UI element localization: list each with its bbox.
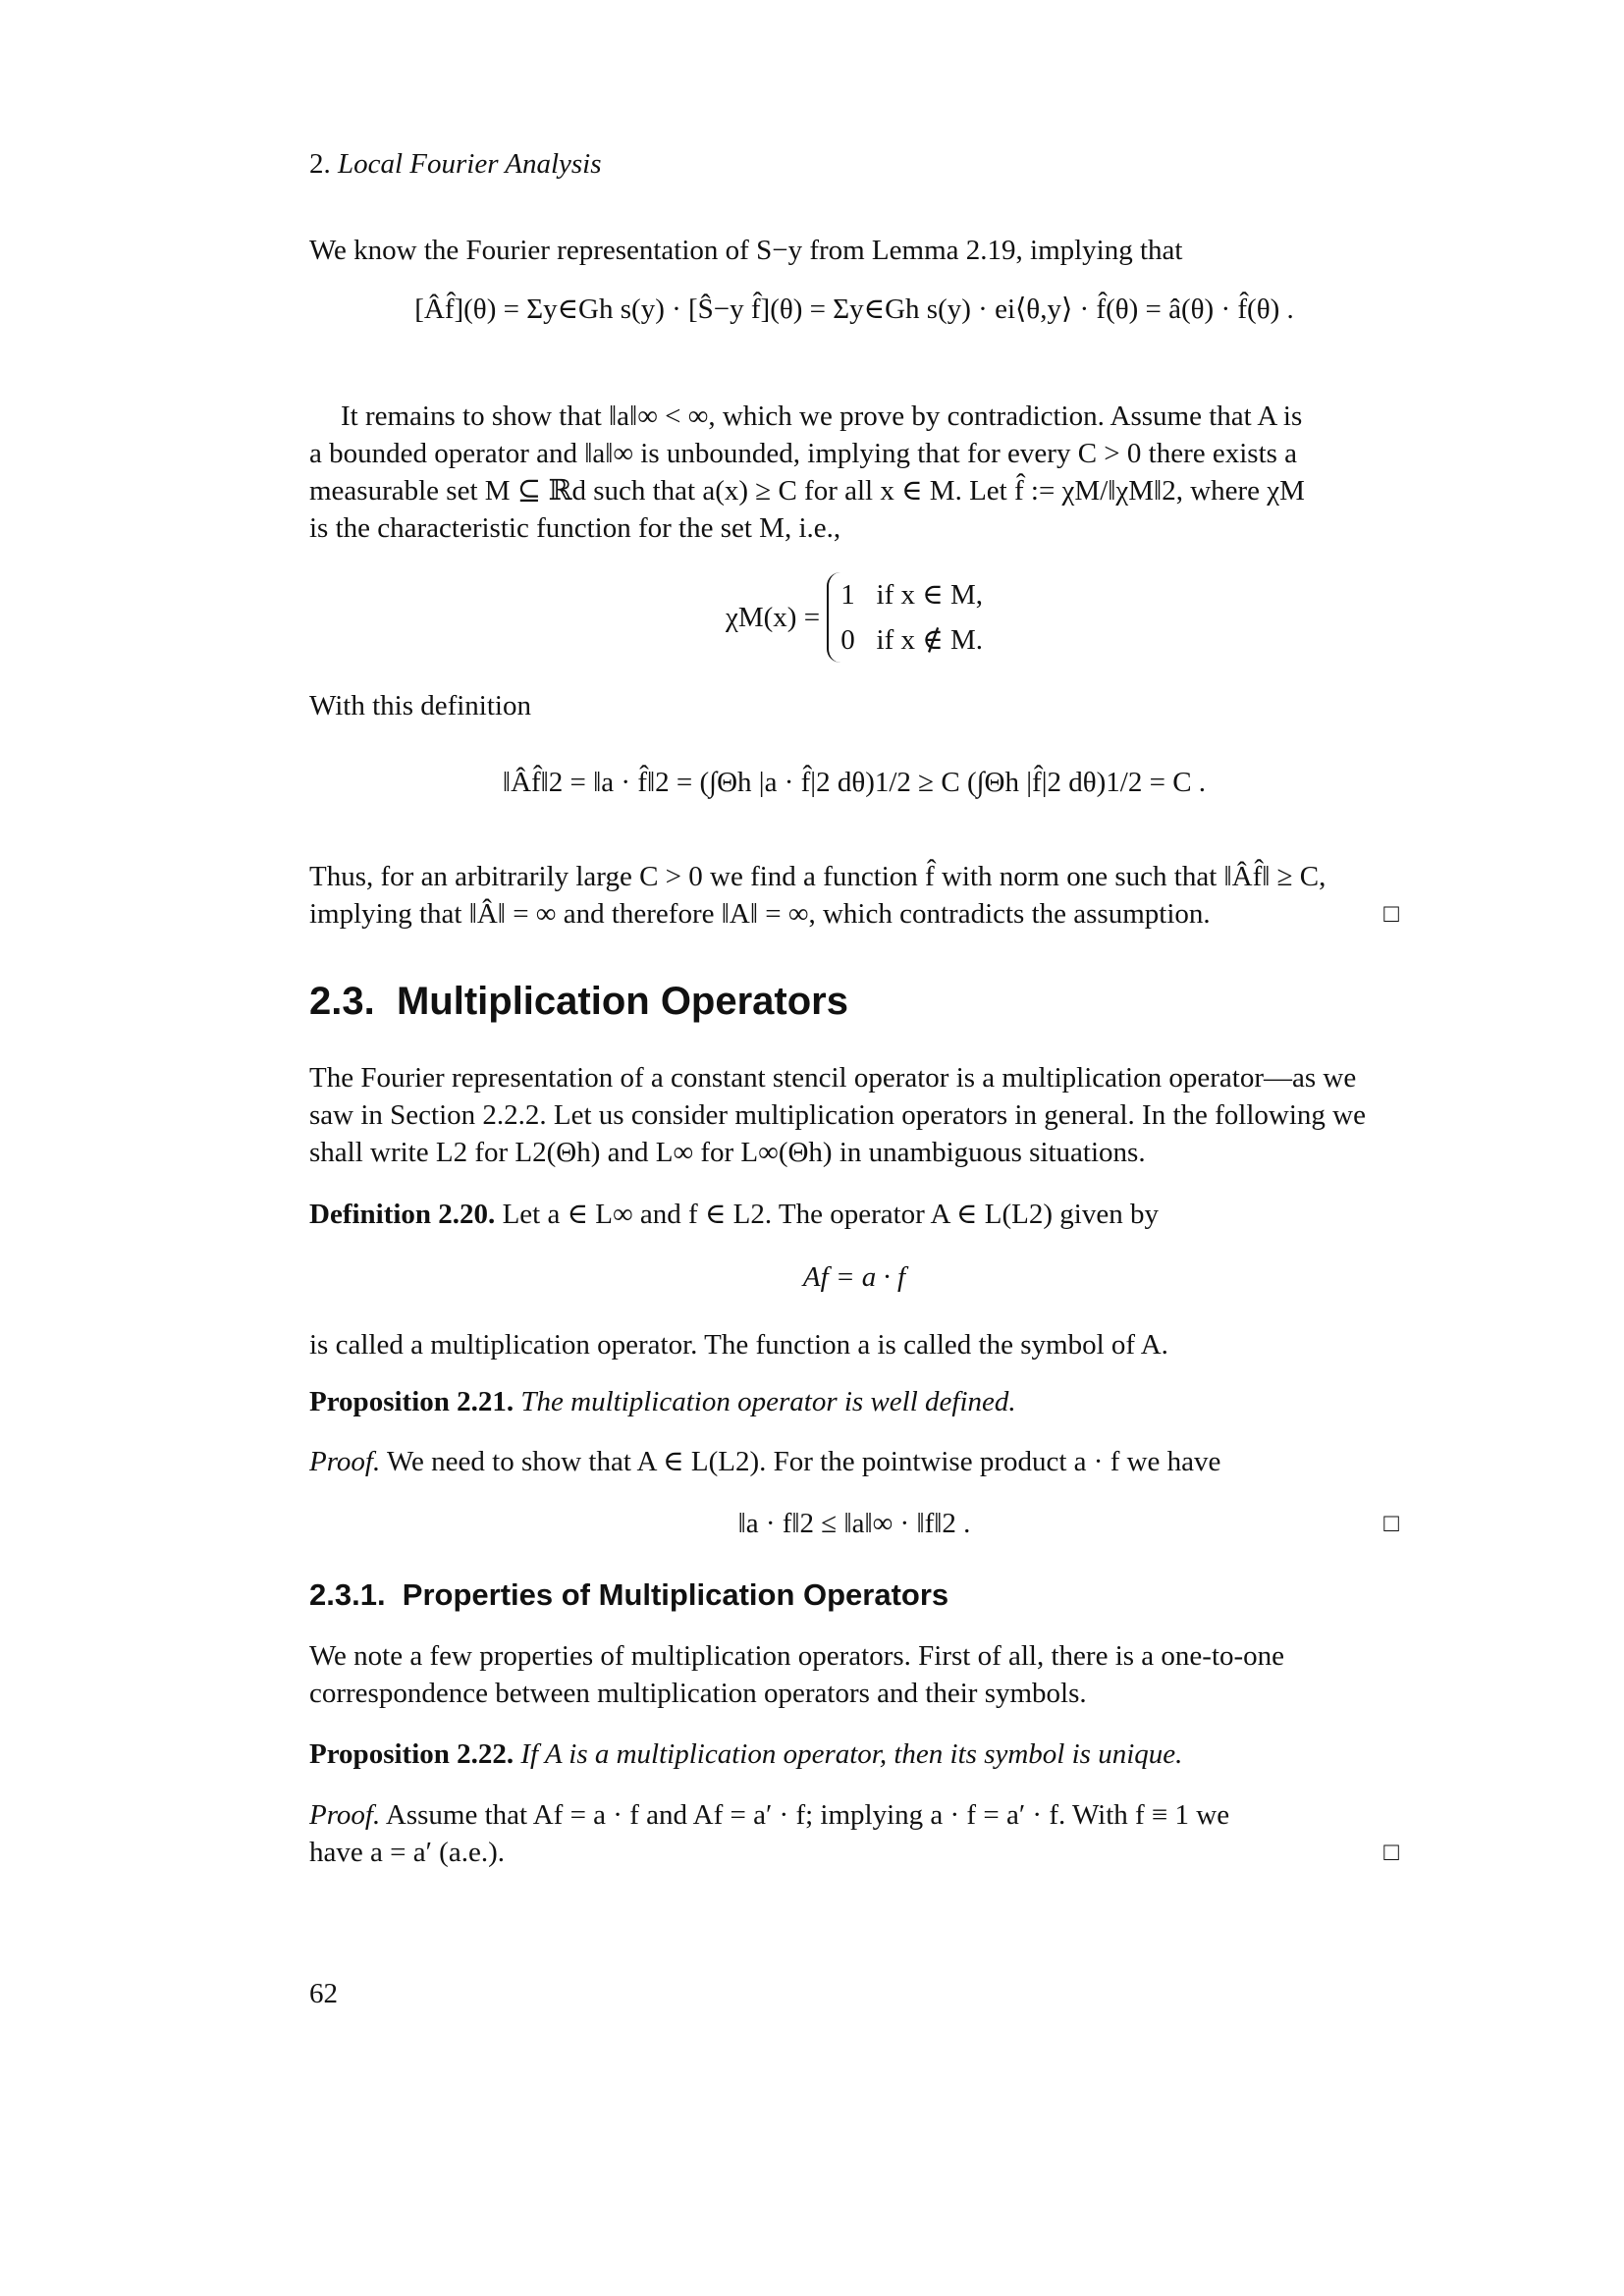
qed-mark-3: □ — [1383, 1838, 1399, 1866]
paragraph-7-line-1: We note a few properties of multiplication operators. First of all, there is a one-to-one — [309, 1640, 1285, 1672]
section-number: 2.3. — [309, 980, 375, 1023]
section-title: Multiplication Operators — [396, 980, 848, 1023]
chapter-title: Local Fourier Analysis — [338, 148, 602, 180]
paragraph-5-line-2: saw in Section 2.2.2. Let us consider multiplication operators in general. In the following we — [309, 1099, 1366, 1131]
proposition-2-22 — [309, 1735, 1399, 1773]
proof-1-label: Proof. — [309, 1446, 381, 1477]
qed-mark-2: □ — [1383, 1509, 1399, 1537]
paragraph-4 — [309, 858, 1399, 933]
proof-2-label: Proof. — [309, 1799, 381, 1831]
page-number: 62 — [309, 1978, 338, 2009]
proof-1-text: We need to show that A ∈ L(L2). For the pointwise product a · f we have — [386, 1446, 1221, 1477]
equation-3-text: ‖Âf̂‖2 = ‖a · f̂‖2 = (∫Θh |a · f̂|2 dθ)1/2 ≥ C (∫Θh |f̂|2 dθ)1/2 = C . — [502, 767, 1207, 798]
equation-2-cases — [827, 572, 983, 663]
definition-label: Definition 2.20. — [309, 1199, 496, 1230]
equation-2 — [309, 572, 1399, 663]
paragraph-1 — [309, 232, 1399, 269]
paragraph-2 — [309, 398, 1399, 547]
equation-1-text: [Âf̂](θ) = Σy∈Gh s(y) · [Ŝ−y f̂](θ) = Σy∈Gh s(y) · ei⟨θ,y⟩ · f̂(θ) = â(θ) · f̂(θ) . — [414, 294, 1294, 325]
equation-5-text: ‖a · f‖2 ≤ ‖a‖∞ · ‖f‖2 . — [737, 1508, 971, 1539]
proof-1 — [309, 1443, 1399, 1480]
proposition-2-21-text: The multiplication operator is well defined. — [520, 1386, 1016, 1417]
equation-2-case-2: 0 if x ∉ M. — [840, 624, 984, 656]
chapter-number: 2. — [309, 148, 331, 180]
paragraph-4-line-2: implying that ‖Â‖ = ∞ and therefore ‖A‖ = ∞, which contradicts the assumption. — [309, 898, 1211, 930]
paper-page — [309, 0, 1399, 2296]
equation-2-lhs: χM(x) = — [725, 602, 821, 633]
equation-5 — [309, 1505, 1399, 1542]
subsection-number: 2.3.1. — [309, 1577, 386, 1612]
section-heading — [309, 978, 1399, 1025]
equation-4-text: Af = a · f — [802, 1261, 906, 1293]
equation-2-case-1: 1 if x ∈ M, — [840, 579, 984, 611]
paragraph-5-line-3: shall write L2 for L2(Θh) and L∞ for L∞(Θh) in unambiguous situations. — [309, 1137, 1146, 1168]
qed-mark-1: □ — [1383, 899, 1399, 928]
definition-2-20 — [309, 1196, 1399, 1233]
proof-2 — [309, 1796, 1399, 1871]
subsection-heading — [309, 1575, 1399, 1615]
proof-2-line-2: have a = a′ (a.e.). — [309, 1837, 505, 1868]
paragraph-2-line-2: a bounded operator and ‖a‖∞ is unbounded, implying that for every C > 0 there exists a — [309, 438, 1298, 469]
paragraph-6-text: is called a multiplication operator. The function a is called the symbol of A. — [309, 1329, 1168, 1361]
paragraph-2-line-1: It remains to show that ‖a‖∞ < ∞, which we prove by contradiction. Assume that A is — [341, 400, 1303, 432]
paragraph-5-line-1: The Fourier representation of a constant stencil operator is a multiplication operator—as we — [309, 1062, 1357, 1094]
subsection-title: Properties of Multiplication Operators — [402, 1577, 949, 1612]
paragraph-6 — [309, 1326, 1399, 1363]
proposition-2-22-label: Proposition 2.22. — [309, 1738, 514, 1770]
paragraph-7 — [309, 1637, 1399, 1712]
paragraph-4-line-1: Thus, for an arbitrarily large C > 0 we find a function f̂ with norm one such that ‖Âf̂‖ ≥ C, — [309, 861, 1326, 892]
proposition-2-21 — [309, 1383, 1399, 1420]
paragraph-3 — [309, 687, 1399, 724]
equation-1 — [309, 291, 1399, 328]
paragraph-3-text: With this definition — [309, 690, 531, 721]
equation-3 — [309, 764, 1399, 801]
paragraph-2-line-3: measurable set M ⊆ ℝd such that a(x) ≥ C for all x ∈ M. Let f̂ := χM/‖χM‖2, where χM — [309, 475, 1305, 507]
running-head — [309, 145, 1399, 183]
paragraph-1-text: We know the Fourier representation of S−y from Lemma 2.19, implying that — [309, 235, 1183, 266]
paragraph-5 — [309, 1059, 1399, 1171]
proof-2-line-1: Assume that Af = a · f and Af = a′ · f; implying a · f = a′ · f. With f ≡ 1 we — [385, 1799, 1230, 1831]
proposition-2-22-text: If A is a multiplication operator, then its symbol is unique. — [520, 1738, 1183, 1770]
definition-text: Let a ∈ L∞ and f ∈ L2. The operator A ∈ L(L2) given by — [502, 1199, 1159, 1230]
equation-4 — [309, 1258, 1399, 1296]
paragraph-2-line-4: is the characteristic function for the set M, i.e., — [309, 512, 841, 544]
proposition-2-21-label: Proposition 2.21. — [309, 1386, 514, 1417]
paragraph-7-line-2: correspondence between multiplication operators and their symbols. — [309, 1678, 1087, 1709]
